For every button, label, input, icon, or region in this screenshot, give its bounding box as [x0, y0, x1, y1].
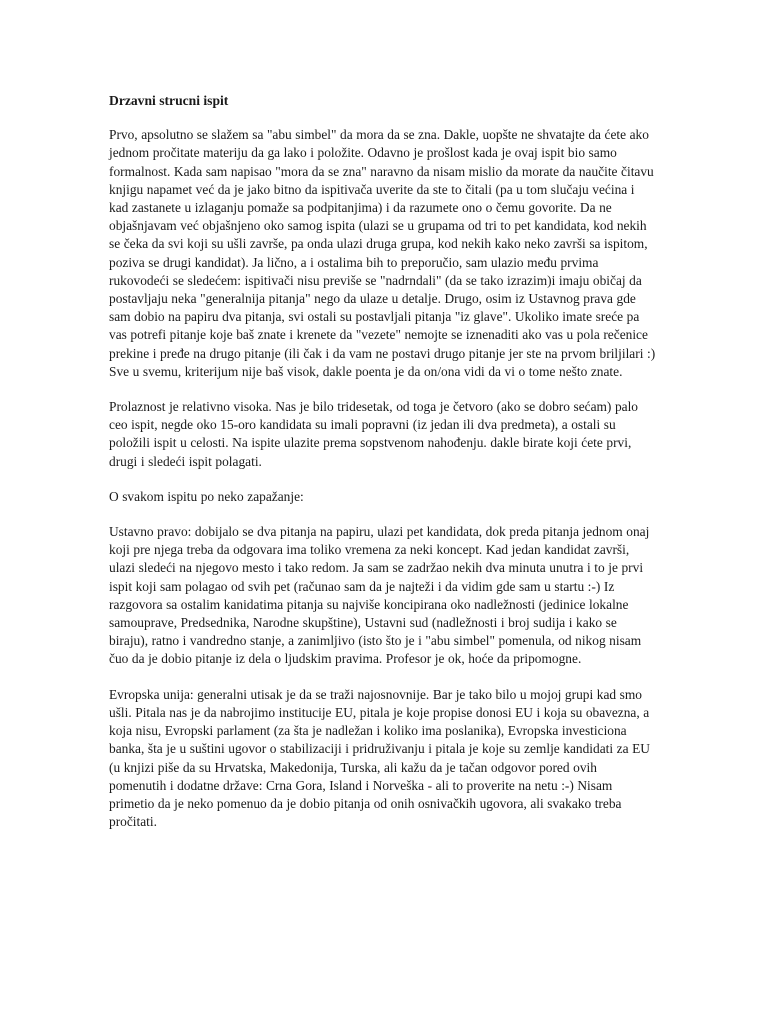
paragraph-observations-heading: O svakom ispitu po neko zapažanje:	[109, 488, 304, 504]
paragraph-pass-rate: Prolaznost je relativno visoka. Nas je bilo tridesetak, od toga je četvoro (ako se dobro sećam) palo ceo ispit, negde oko 15-oro kandidata su imali popravni (iz jedan ili dva predmeta), a ostali su položili ispit u celosti. Na ispite ulazite prema sopstvenom nahođenju. dakle birate koji ćete prvi, drugi i sledeći ispit polagati.	[109, 399, 638, 469]
paragraph-constitutional-law: Ustavno pravo: dobijalo se dva pitanja na papiru, ulazi pet kandidata, dok preda pitanja jednom onaj koji pre njega treba da odgovara ima toliko vremena za neki koncept. Kad jedan kandidat završi, ulazi sledeći na njegovo mesto i tako redom. Ja sam se zadržao nekih dva minuta unutra i to je prvi ispit koji sam polagao od svih pet (računao sam da je najteži i da vidim gde sam u startu :-) Iz razgovora sa ostalim kanidatima pitanja su najviše koncipirana oko nadležnosti (jedinice lokalne samouprave, Predsednika, Narodne skupštine), Ustavni sud (nadležnosti i broj sudija i kako se biraju), ratno i vandredno stanje, a zanimljivo (isto što je i "abu simbel" pomenula, od nikog nisam čuo da je dobio pitanje iz dela o ljudskim pravima. Profesor je ok, hoće da pripomogne.	[109, 524, 650, 667]
document-title: Drzavni strucni ispit	[109, 93, 229, 108]
paragraph-european-union: Evropska unija: generalni utisak je da se traži najosnovnije. Bar je tako bilo u mojoj grupi kad smo ušli. Pitala nas je da nabrojimo institucije EU, pitala je koje propise donosi EU i koja su obavezna, a koja nisu, Evropski parlament (za šta je nadležan i koliko ima poslanika), Evropska investiciona banka, šta je u suštini ugovor o stabilizaciji i pridruživanju i pitala je koje su zemlje kandidati za EU (u knjizi piše da su Hrvatska, Makedonija, Turska, ali kažu da je tačan odgovor pored ovih pomenutih i dodatne države: Crna Gora, Island i Norveška - ali to proverite na netu :-) Nisam primetio da je neko pomenuo da je dobio pitanja od onih osnivačkih ugovora, ali svakako treba pročitati.	[109, 686, 650, 830]
document-page	[109, 92, 657, 848]
paragraph-intro: Prvo, apsolutno se slažem sa "abu simbel" da mora da se zna. Dakle, uopšte ne shvatajte da ćete ako jednom pročitate materiju da ga lako i položite. Odavno je prošlost kada je ovaj ispit bio samo formalnost. Kada sam napisao "mora da se zna" naravno da nisam mislio da morate da naučite čitavu knjigu napamet već da je jako bitno da ispitivača uverite da ste to čitali (pa u tom slučaju većina i kad zastanete u izlaganju pomaže sa podpitanjima) i da razumete ono o čemu govorite. Da ne objašnjavam već objašnjeno oko samog ispita (ulazi se u grupama od tri to pet kandidata, kod nekih se čeka da svi koji su ušli završe, pa onda ulazi druga grupa, kod nekih kako neko završi sa ispitom, poziva se drugi kandidat). Ja lično, a i ostalima bih to preporučio, sam ulazio među prvima rukovodeći se sledećem: ispitivači nisu previše se "nadrndali" (da se tako izrazim)i imaju običaj da postavljaju neka "generalnija pitanja" nego da ulaze u detalje. Drugo, osim iz Ustavnog prava gde sam dobio na papiru dva pitanja, svi ostali su postavljali pitanja "iz glave". Ukoliko imate sreće pa vas potrefi pitanje koje baš znate i krenete da "vezete" nemojte se iznenaditi ako vas u pola rečenice prekine i pređe na drugo pitanje (ili čak i da vam ne postavi drugo pitanje jer ste na prvom briljilari :) Sve u svemu, kriterijum nije baš visok, dakle poenta je da on/ona vidi da vi o tome nešto znate.	[109, 127, 656, 379]
